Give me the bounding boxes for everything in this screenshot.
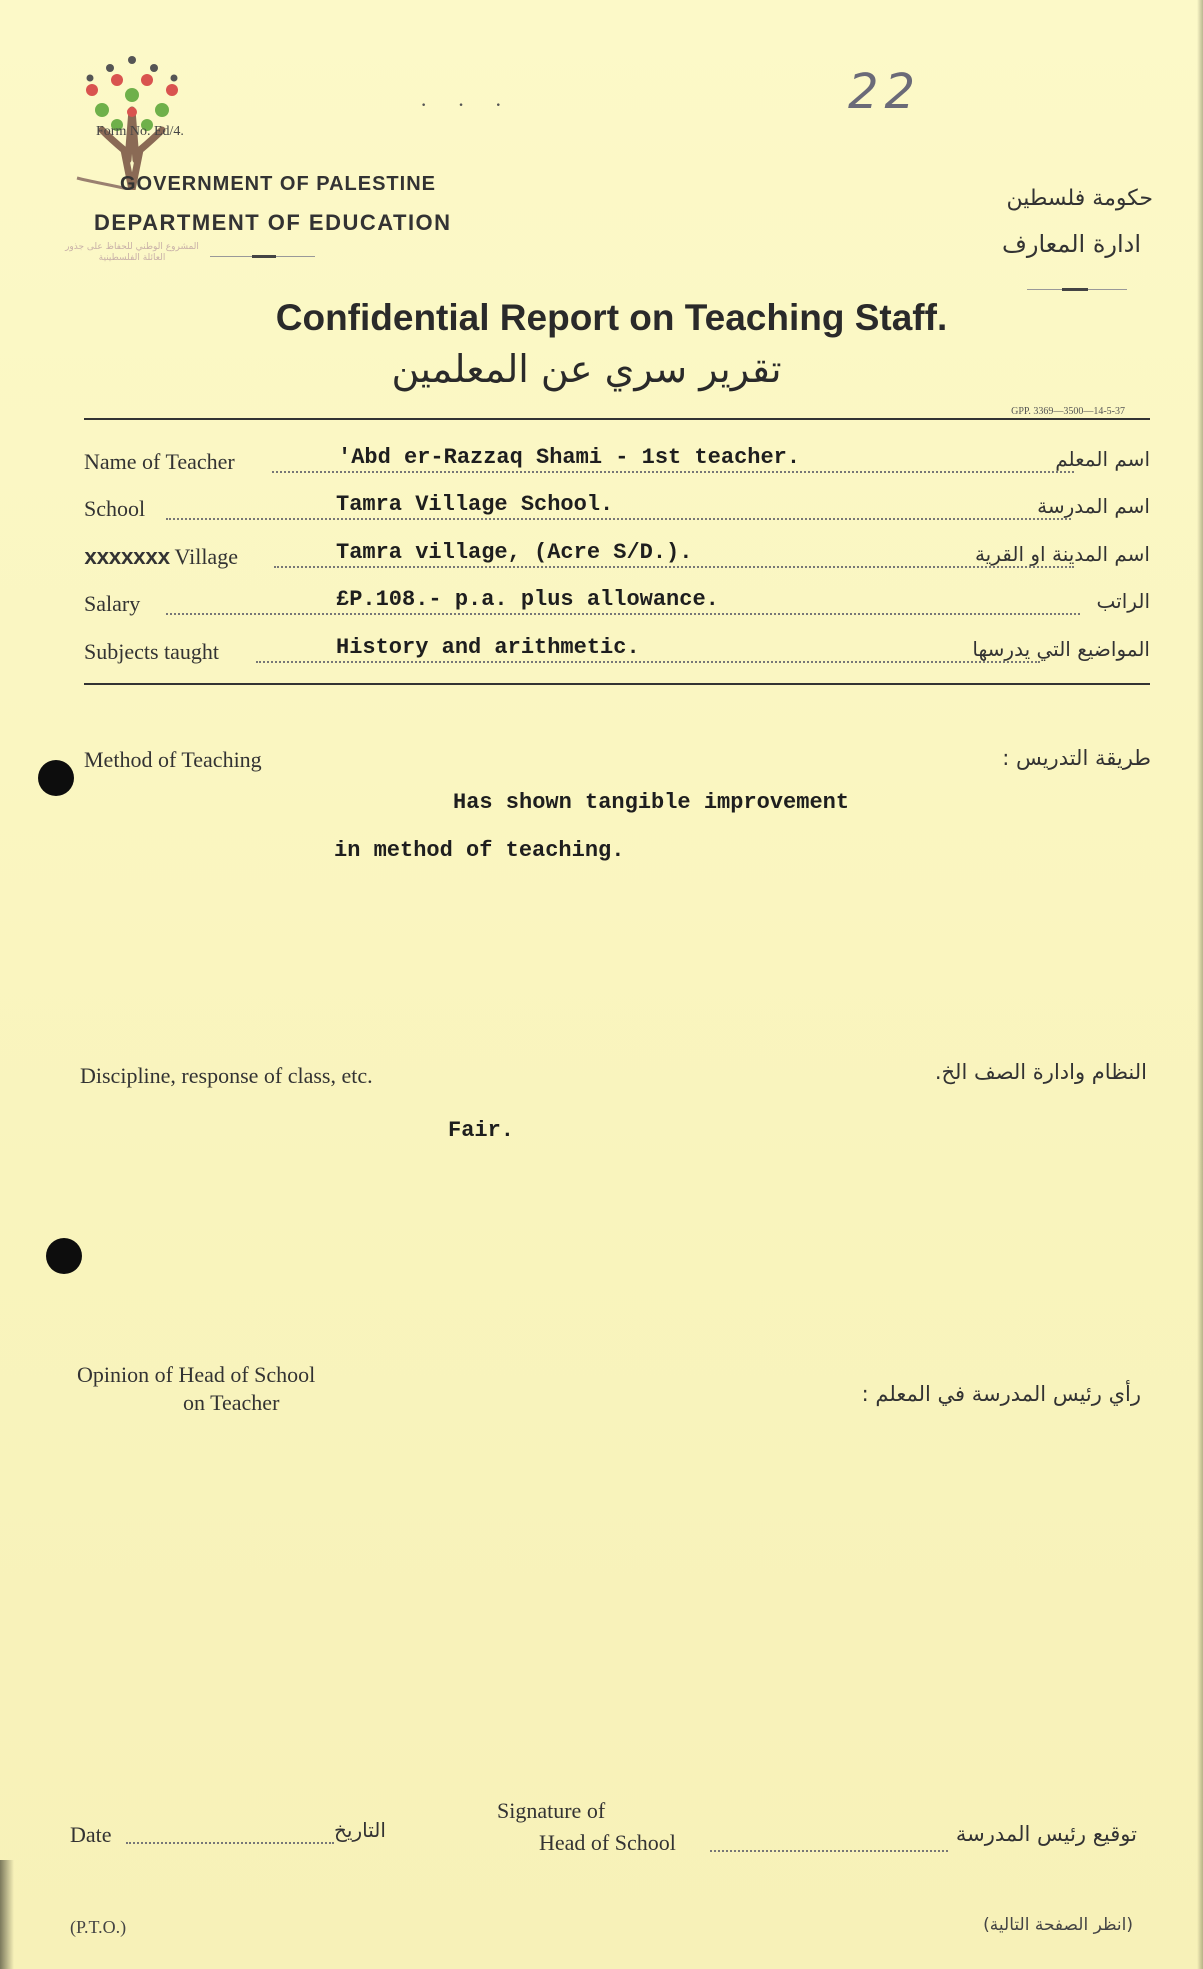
- field-value-school: Tamra Village School.: [336, 492, 614, 517]
- field-label: Salary: [84, 591, 141, 616]
- field-label-arabic: اسم المدرسة: [1037, 494, 1150, 518]
- section-label-opinion-line-2: on Teacher: [183, 1390, 280, 1415]
- please-turn-over: (P.T.O.): [70, 1917, 127, 1937]
- section-label-method: Method of Teaching: [84, 747, 262, 772]
- header-divider-right-mark: [1062, 288, 1088, 291]
- section-label-method-arabic: طريقة التدريس :: [1002, 746, 1151, 770]
- field-row-salary: [84, 589, 1150, 619]
- date-label: Date: [70, 1822, 112, 1847]
- field-row-teacher-name: [84, 447, 1150, 477]
- field-row-subjects: [84, 637, 1150, 667]
- table-bottom-rule: [84, 683, 1150, 685]
- signature-label-line-1: Signature of: [497, 1798, 606, 1823]
- table-top-rule: [84, 418, 1150, 420]
- department-heading: DEPARTMENT OF EDUCATION: [94, 210, 452, 235]
- signature-label-arabic: توقيع رئيس المدرسة: [955, 1822, 1137, 1846]
- handwritten-page-number: 22: [848, 64, 922, 120]
- field-label: School: [84, 496, 146, 521]
- department-heading-arabic: ادارة المعارف: [1001, 230, 1141, 258]
- field-label-arabic: المواضيع التي يدرسها: [972, 637, 1150, 661]
- dotted-line: [166, 498, 1071, 520]
- field-row-village: [84, 542, 1150, 572]
- field-label-arabic: اسم المعلم: [1055, 447, 1150, 471]
- print-code: GPP. 3369—3500—14-5-37: [1011, 406, 1125, 417]
- signature-label-line-2: Head of School: [539, 1830, 676, 1855]
- government-heading-arabic: حكومة فلسطين: [1006, 186, 1153, 211]
- ink-specks: ···: [420, 92, 532, 117]
- report-title: Confidential Report on Teaching Staff.: [275, 297, 948, 338]
- tree-logo: [72, 50, 192, 190]
- method-remark-line-1: Has shown tangible improvement: [453, 790, 850, 815]
- section-label-opinion-arabic: رأي رئيس المدرسة في المعلم :: [861, 1382, 1141, 1406]
- struck-out-word: xxxxxxx: [84, 546, 170, 571]
- logo-caption: المشروع الوطني للحفاظ على جذور العائلة الفلسطينية: [65, 242, 199, 263]
- section-label-discipline-arabic: النظام وادارة الصف الخ.: [934, 1060, 1147, 1084]
- field-label: Name of Teacher: [84, 449, 235, 474]
- field-row-school: [84, 494, 1150, 524]
- date-line: [126, 1830, 334, 1844]
- field-value-salary: £P.108.- p.a. plus allowance.: [336, 587, 719, 612]
- field-label-arabic: الراتب: [1096, 589, 1150, 613]
- field-value-village: Tamra village, (Acre S/D.).: [336, 540, 693, 565]
- header-divider-left-mark: [252, 255, 276, 258]
- discipline-remark: Fair.: [448, 1118, 515, 1143]
- field-value-subjects: History and arithmetic.: [336, 635, 640, 660]
- field-label-arabic: اسم المدينة او القرية: [974, 542, 1150, 566]
- field-label: xxxxxxx Village: [84, 544, 238, 571]
- section-label-opinion-line-1: Opinion of Head of School: [77, 1362, 316, 1387]
- signature-line: [710, 1838, 948, 1852]
- section-label-discipline: Discipline, response of class, etc.: [80, 1063, 373, 1088]
- punch-hole: [38, 760, 74, 796]
- page-edge-shadow: [1197, 0, 1203, 1969]
- field-value-teacher-name: 'Abd er-Razzaq Shami - 1st teacher.: [338, 445, 801, 470]
- punch-hole: [46, 1238, 82, 1274]
- field-label: Subjects taught: [84, 639, 220, 664]
- date-label-arabic: التاريخ: [334, 1818, 386, 1842]
- report-title-arabic: تقرير سري عن المعلمين: [391, 347, 782, 391]
- please-turn-over-arabic: (انظر الصفحة التالية): [983, 1915, 1133, 1935]
- method-remark-line-2: in method of teaching.: [334, 838, 625, 863]
- page-corner-shadow: [0, 1860, 14, 1969]
- form-number: Form No. Ed/4.: [96, 124, 184, 139]
- government-heading: GOVERNMENT OF PALESTINE: [120, 173, 436, 195]
